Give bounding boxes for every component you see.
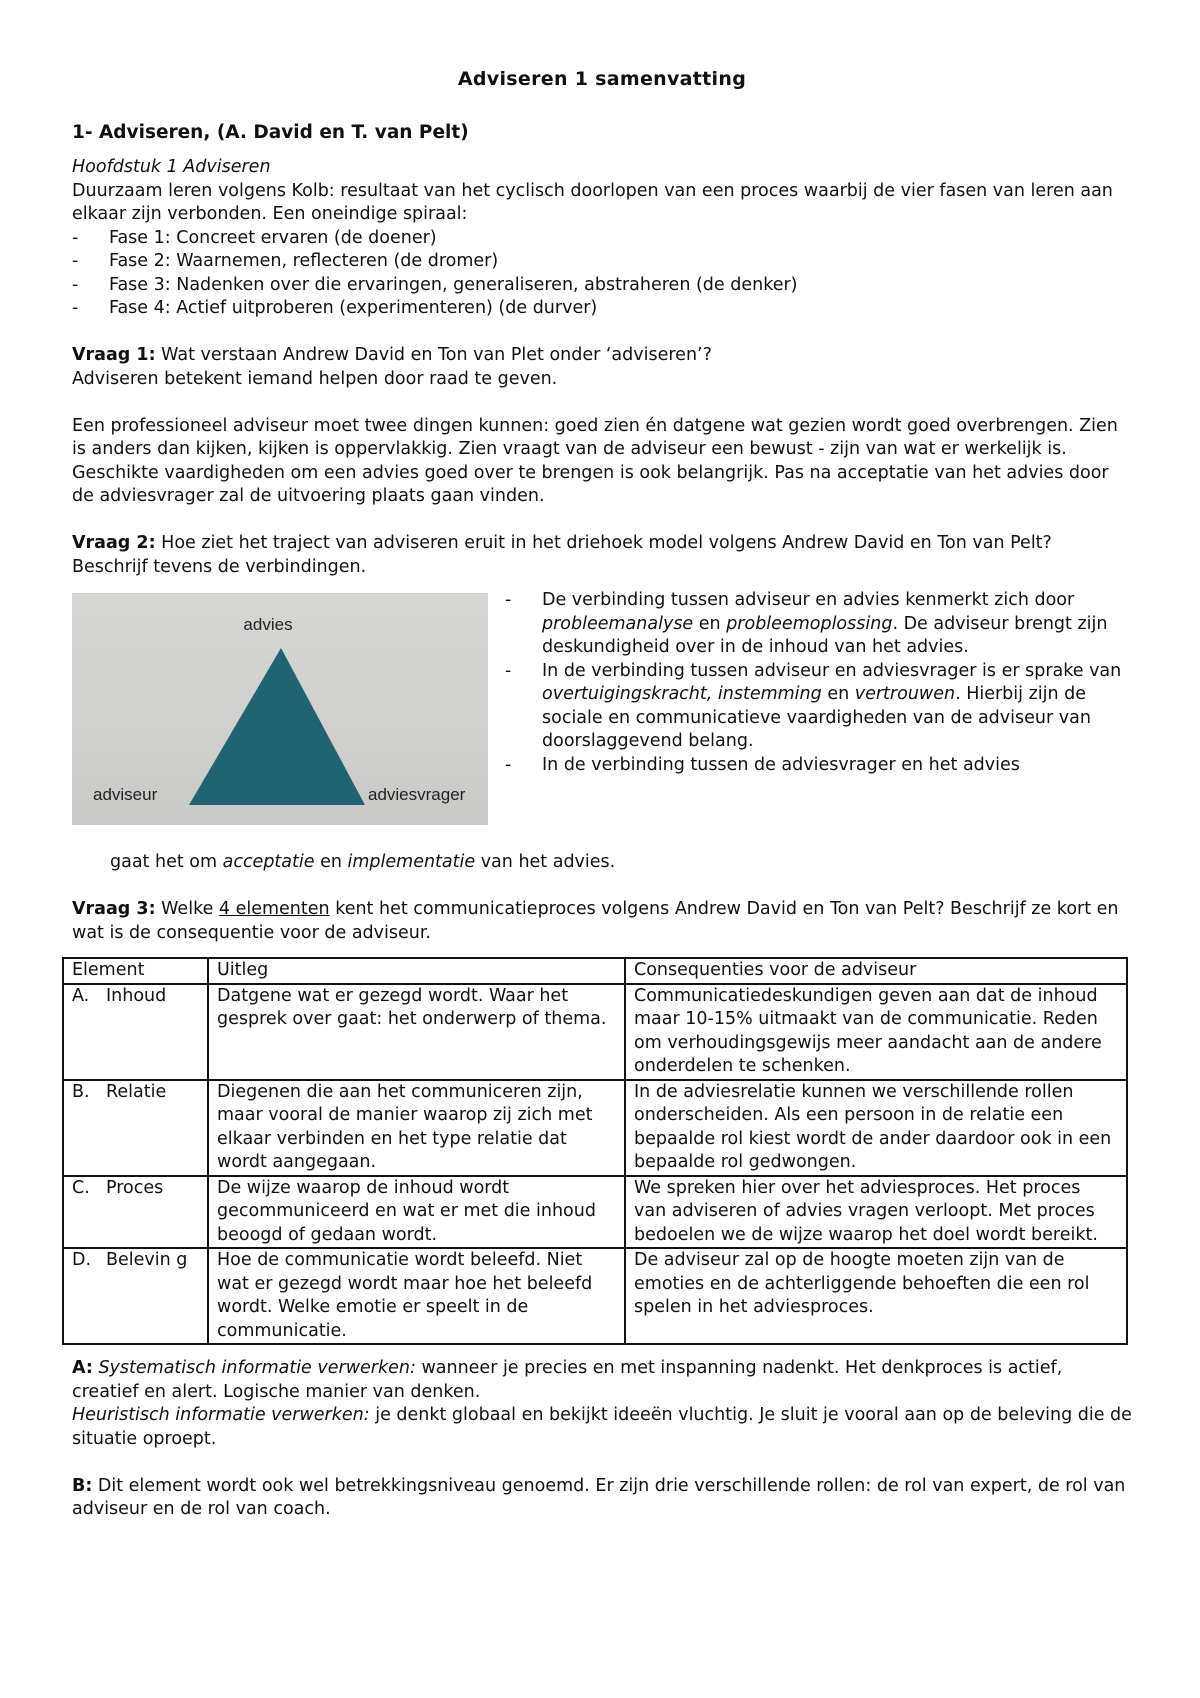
table-cell: Communicatiedeskundigen geven aan dat de inhoud maar 10-15% uitmaakt van de communicatie. Reden om verhoudingsgewijs meer aandacht aan de andere onderdelen te schenken. [625, 984, 1127, 1080]
table-cell: De adviseur zal op de hoogte moeten zijn van de emoties en de achterliggende behoeften die een rol spelen in het adviesproces. [625, 1248, 1127, 1344]
table-cell: Datgene wat er gezegd wordt. Waar het gesprek over gaat: het onderwerp of thema. [208, 984, 625, 1080]
table-header-row [63, 958, 1127, 984]
element-name: Inhoud [106, 985, 167, 1006]
text: van het advies. [475, 852, 616, 872]
kolb-phase-list [72, 227, 1132, 321]
list-item [505, 660, 1135, 754]
paragraph-professional-adviser: Een professioneel adviseur moet twee dingen kunnen: goed zien én datgene wat gezien wordt goed overbrengen. Zien is anders dan kijken, kijken is oppervlakkig. Zien vraagt van de adviseur een bewust - zijn van wat er werkelijk is. Geschikte vaardigheden om een advies goed over te brengen is ook belangrijk. Pas na acceptatie van het advies door de adviesvrager zal de uitvoering plaats gaan vinden. [72, 415, 1118, 506]
answer-b [72, 1475, 1132, 1522]
answer-1: Adviseren betekent iemand helpen door raad te geven. [72, 368, 558, 389]
table-header: Element [63, 958, 208, 984]
triangle-model-photo [72, 593, 488, 825]
question-1 [72, 344, 1132, 368]
table-row [63, 1080, 1127, 1176]
text: gaat het om [110, 852, 223, 872]
text: probleemoplossing [726, 613, 893, 634]
text: implementatie [347, 852, 476, 872]
table-row [63, 1248, 1127, 1344]
text: . Hierbij zijn de sociale en communicatieve vaardigheden van de adviseur van doorslaggevend belang. [542, 684, 1091, 751]
triangle-figure-row [72, 589, 1132, 851]
answer-label: B: [72, 1475, 93, 1496]
text: In de verbinding tussen de adviesvrager en het advies [542, 754, 1020, 775]
element-letter: B. [72, 1081, 90, 1102]
answer-a [72, 1357, 1132, 1404]
table-cell: Hoe de communicatie wordt beleefd. Niet wat er gezegd wordt maar hoe het beleefd wordt. Welke emotie er speelt in de communicatie. [208, 1248, 625, 1344]
text: De verbinding tussen adviseur en advies kenmerkt zich door [542, 590, 1075, 610]
text: Dit element wordt ook wel betrekkingsniveau genoemd. Er zijn drie verschillende rollen: de rol van expert, de rol van adviseur en de rol van coach. [72, 1475, 1126, 1519]
list-item [505, 754, 1135, 778]
communication-elements-table [62, 957, 1128, 1345]
element-name: Relatie [106, 1081, 167, 1102]
table-cell [63, 984, 208, 1080]
element-letter: D. [72, 1250, 92, 1270]
table-header: Uitleg [208, 958, 625, 984]
table-row [63, 984, 1127, 1080]
text: overtuigingskracht, instemming [542, 684, 822, 704]
question-text: Wat verstaan Andrew David en Ton van Plet onder ‘adviseren’? [155, 345, 712, 365]
element-letter: A. [72, 985, 90, 1006]
list-item: - Fase 2: Waarnemen, reflecteren (de dromer) [72, 250, 1132, 274]
label-adviseur: adviseur [93, 785, 158, 804]
list-item: - Fase 4: Actief uitproberen (experimenteren) (de durver) [72, 297, 1132, 321]
text: Welke [155, 899, 219, 919]
text: kent het communicatieproces volgens Andrew David en Ton van Pelt? Beschrijf ze kort en wat is de consequentie voor de adviseur. [72, 899, 1119, 943]
text: acceptatie [222, 852, 315, 872]
table-cell: We spreken hier over het adviesproces. Het proces van adviseren of advies vragen verloopt. Met proces bedoelen we de wijze waarop het doel wordt bereikt. [625, 1176, 1127, 1249]
document-title: Adviseren 1 samenvatting [457, 68, 747, 90]
label-adviesvrager: adviesvrager [368, 785, 466, 804]
text: probleemanalyse [542, 613, 694, 634]
question-text: Hoe ziet het traject van adviseren eruit in het driehoek model volgens Andrew David en Ton van Pelt? Beschrijf tevens de verbindingen. [72, 533, 1052, 577]
text: In de verbinding tussen adviseur en adviesvrager is er sprake van [542, 660, 1122, 681]
table-cell: Diegenen die aan het communiceren zijn, maar vooral de manier waarop zij zich met elkaar verbinden en het type relatie dat wordt aangegaan. [208, 1080, 625, 1176]
element-name: Belevin g [106, 1250, 188, 1270]
table-cell [63, 1248, 208, 1344]
connection-list [505, 589, 1135, 777]
table-cell: In de adviesrelatie kunnen we verschillende rollen onderscheiden. Als een persoon in de relatie een bepaalde rol kiest wordt de ander daardoor ook in een bepaalde rol gedwongen. [625, 1080, 1127, 1176]
underlined-text: 4 elementen [218, 899, 330, 919]
question-label: Vraag 3: [72, 899, 156, 919]
document-page [72, 68, 1132, 1522]
answer-label: A: [72, 1358, 93, 1378]
kolb-intro: Duurzaam leren volgens Kolb: resultaat van het cyclisch doorlopen van een proces waarbij de vier fasen van leren aan elkaar zijn verbonden. Een oneindige spiraal: [72, 180, 1113, 224]
text: en [314, 852, 348, 872]
text: en [693, 613, 727, 634]
text: vertrouwen [854, 684, 956, 704]
triangle-model-figure [72, 593, 488, 825]
question-label: Vraag 1: [72, 345, 156, 365]
table-header: Consequenties voor de adviseur [625, 958, 1127, 984]
table-row [63, 1176, 1127, 1249]
list-item: - Fase 1: Concreet ervaren (de doener) [72, 227, 1132, 251]
table-cell [63, 1176, 208, 1249]
table-cell [63, 1080, 208, 1176]
table-cell: De wijze waarop de inhoud wordt gecommuniceerd en wat er met die inhoud beoogd of gedaan wordt. [208, 1176, 625, 1249]
element-letter: C. [72, 1177, 90, 1198]
text: wanneer je precies en met inspanning nadenkt. Het denkproces is actief, creatief en alert. Logische manier van denken. [72, 1358, 1063, 1402]
text: en [821, 684, 855, 704]
label-advies: advies [243, 615, 293, 634]
text: je denkt globaal en bekijkt ideeën vluchtig. Je sluit je vooral aan op de beleving die de situatie oproept. [72, 1405, 1132, 1449]
text: Systematisch informatie verwerken: [98, 1358, 416, 1378]
answer-a-heuristic [72, 1404, 1132, 1451]
list-item [505, 589, 1135, 660]
question-2 [72, 532, 1132, 579]
question-3 [72, 898, 1132, 945]
connection-continuation [72, 851, 1132, 875]
list-item: - Fase 3: Nadenken over die ervaringen, generaliseren, abstraheren (de denker) [72, 274, 1132, 298]
text: . De adviseur brengt zijn deskundigheid over in de inhoud van het advies. [542, 613, 1108, 657]
section-heading: 1- Adviseren, (A. David en T. van Pelt) [72, 121, 469, 143]
question-label: Vraag 2: [72, 533, 156, 553]
triangle-shape [189, 648, 365, 805]
text: Heuristisch informatie verwerken: [72, 1405, 370, 1425]
element-name: Proces [106, 1177, 164, 1198]
chapter-heading: Hoofdstuk 1 Adviseren [72, 157, 271, 177]
